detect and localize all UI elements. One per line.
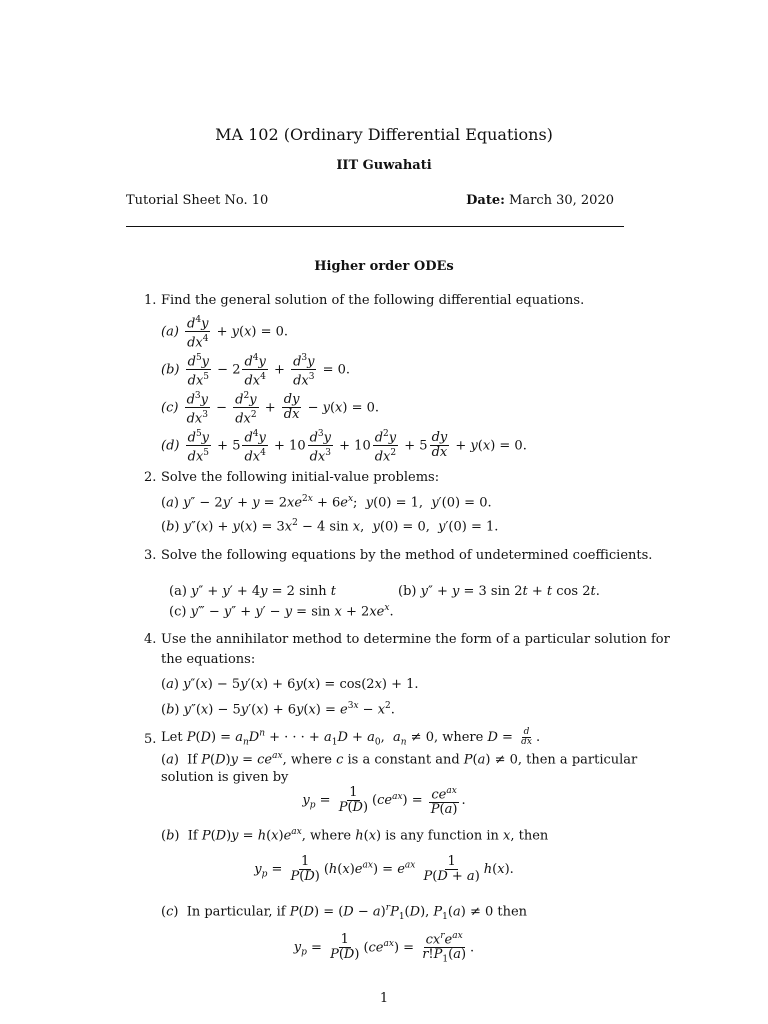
q5a-text-line1: (a) If $P(D)y = ce^{ax}$, where c is a constant and P(a) ≠ 0, then a particular <box>161 751 638 768</box>
q3c-equation: (c) y‴ − $y'' + y' - y = \sin x + 2xe^x$. <box>169 603 394 620</box>
q1d-label: (d) <box>161 438 180 454</box>
q3a-equation: (a) y″ + y′ + 4y = 2 sinh t <box>169 584 337 599</box>
header-rule <box>126 226 624 227</box>
q2b-equation: (b) $y''(x) + y(x) = 3x^2 - 4$ sin x, y(0) = 0, y′(0) = 1. <box>161 518 499 535</box>
q1d-equation: (d) $\frac{d^5y}{dx^5}$ + 5 $\frac{d^4y}{dx^4}$ + 10 $\frac{d^3y}{dx^3}$ + 10 $\frac{d^2y}{dx^2}$ + 5 $\frac{dy}{dx}$ + y(x) = 0. <box>161 429 527 465</box>
q1b-label: (b) <box>161 362 180 378</box>
q1a-label: (a) <box>161 324 179 340</box>
q2a-equation: (a) $y'' - 2y' + y = 2xe^{2x} + 6e^x$; y(0) = 1, y′(0) = 0. <box>161 494 492 511</box>
q4-text-line1: Use the annihilator method to determine the form of a particular solution for <box>161 632 670 647</box>
q3-number: 3. <box>144 548 157 563</box>
q1a-equation: (a) $\frac{d^4y}{dx^4}$ + y(x) = 0. <box>161 315 289 351</box>
q1-text: Find the general solution of the following differential equations. <box>161 293 585 308</box>
q1c-label: (c) <box>161 400 179 416</box>
q1-number: 1. <box>144 293 157 308</box>
section-title: Higher order ODEs <box>314 259 454 274</box>
institute-name: IIT Guwahati <box>336 158 432 173</box>
q2-text: Solve the following initial-value problems: <box>161 470 440 485</box>
q4b-equation: (b) $y''(x) - 5y'(x) + 6y(x) = e^{3x} - x^2$. <box>161 701 395 718</box>
q5a-text-line2: solution is given by <box>161 770 289 785</box>
date-label: Date: <box>466 193 505 208</box>
q2-number: 2. <box>144 470 157 485</box>
tutorial-sheet-number: Tutorial Sheet No. 10 <box>126 193 269 208</box>
q5-number: 5. <box>144 732 157 747</box>
q4-number: 4. <box>144 632 157 647</box>
q5c-formula: $y_p$ = $\frac{1}{P(D)}$ $(ce^{ax})$ = $\frac{cx^re^{ax}}{r!P_1(a)}$ . <box>293 931 475 965</box>
q3b-equation: (b) y″ + y = 3 sin 2t + t cos 2t. <box>398 584 600 599</box>
q5a-formula: $y_p$ = $\frac{1}{P(D)}$ $(ce^{ax})$ = $\frac{ce^{ax}}{P(a)}$ . <box>302 785 466 818</box>
q4-text-line2: the equations: <box>161 652 256 667</box>
page-number: 1 <box>379 991 389 1006</box>
q5b-text: (b) If $P(D)y = h(x)e^{ax}$, where h(x) is any function in x, then <box>161 827 549 844</box>
document-title: MA 102 (Ordinary Differential Equations) <box>215 125 553 144</box>
q1b-equation: (b) $\frac{d^5y}{dx^5}$ − 2 $\frac{d^4y}{dx^4}$ + $\frac{d^3y}{dx^3}$ = 0. <box>161 353 351 389</box>
q4a-equation: (a) y″(x) − 5y′(x) + 6y(x) = cos(2x) + 1. <box>161 677 419 692</box>
q5c-text: (c) In particular, if $P(D) = (D - a)^rP_1(D)$, $P_1(a) \ne 0$ then <box>161 903 528 922</box>
date-line <box>466 193 614 208</box>
q5b-formula: $y_p$ = $\frac{1}{P(D)}$ $(h(x)e^{ax}) = e^{ax}$ $\frac{1}{P(D + a)}$ h(x). <box>254 854 514 884</box>
q5-text: Let $P(D) = a_nD^n$ + · · · + $a_1D + a_0$, $a_n \ne 0$, where D = $\frac{d}{dx}$ . <box>161 727 541 748</box>
date-value: March 30, 2020 <box>509 193 614 208</box>
q3-text: Solve the following equations by the method of undetermined coefficients. <box>161 548 653 563</box>
q1c-equation: (c) $\frac{d^3y}{dx^3}$ − $\frac{d^2y}{dx^2}$ + $\frac{dy}{dx}$ − y(x) = 0. <box>161 391 380 427</box>
